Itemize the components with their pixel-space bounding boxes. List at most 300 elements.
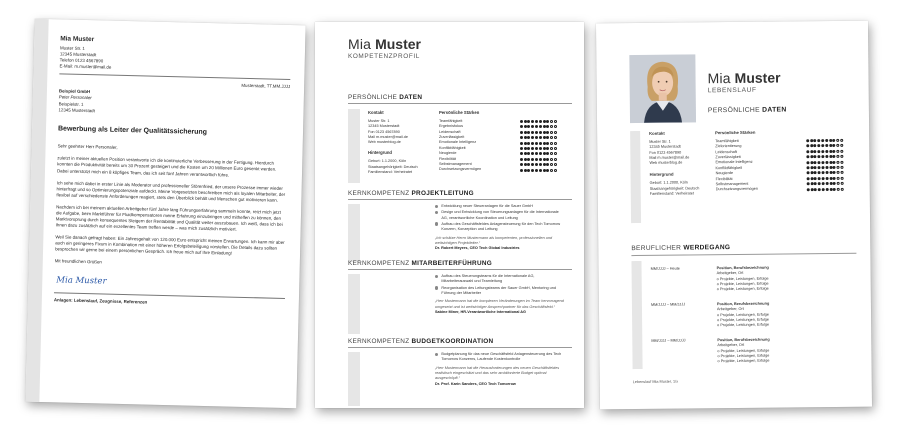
recipient-company: Beispiel GmbH bbox=[58, 88, 91, 95]
rating-dot bbox=[818, 161, 821, 164]
first-name: Mia bbox=[707, 70, 731, 87]
grey-side-bar bbox=[348, 352, 360, 406]
rating-dot bbox=[527, 152, 530, 155]
career-line: o Projekte, Leistungen, Erfolge bbox=[716, 286, 769, 292]
rating-dot bbox=[821, 150, 824, 153]
skill-label: Konfliktfähigkeit bbox=[715, 165, 743, 171]
rating-dot bbox=[822, 182, 825, 185]
contact-block bbox=[368, 110, 436, 175]
sender-phone: Telefon 0123 4567890 bbox=[59, 57, 104, 64]
cv-page bbox=[596, 21, 872, 410]
background-heading: Hintergrund bbox=[368, 150, 392, 156]
skill-label: Teamfähigkeit bbox=[439, 118, 463, 123]
rating-dot bbox=[814, 188, 817, 191]
cv-footer: Lebenslauf Mia Muster, 1/x bbox=[632, 379, 679, 385]
cover-letter-page bbox=[25, 19, 305, 409]
rating-dot bbox=[825, 161, 828, 164]
letter-date: Musterstadt, TT.MM.JJJJ bbox=[241, 83, 291, 90]
rating-dot bbox=[543, 136, 546, 139]
skill-rating bbox=[520, 152, 557, 155]
rating-dot bbox=[520, 125, 523, 128]
rating-dot bbox=[524, 125, 527, 128]
rating-dot bbox=[527, 147, 530, 150]
rating-dot bbox=[810, 161, 813, 164]
competence-heading bbox=[348, 338, 493, 345]
bullet-text: Aufbau des Geschäftsfeldes Anlagensteuerung für den Tech Tomorrow Konzern, Konzeption und Leitung bbox=[441, 221, 561, 232]
grey-side-bar bbox=[348, 204, 360, 262]
rating-dot bbox=[543, 131, 546, 134]
text-line: Staatsangehörigkeit: Deutsch bbox=[649, 185, 700, 191]
rating-dot bbox=[840, 139, 843, 142]
rating-dot bbox=[814, 161, 817, 164]
bullet-item bbox=[435, 286, 565, 297]
strengths-block bbox=[715, 129, 848, 193]
rating-dot bbox=[833, 177, 836, 180]
letter-content bbox=[54, 35, 291, 309]
recipient-block bbox=[58, 89, 290, 119]
rating-dot bbox=[841, 182, 844, 185]
rating-dot bbox=[550, 147, 553, 150]
rating-dot bbox=[539, 120, 542, 123]
skill-list bbox=[439, 119, 561, 173]
rating-dot bbox=[810, 177, 813, 180]
rating-dot bbox=[546, 142, 549, 145]
skill-label: Flexibilität bbox=[715, 176, 733, 181]
rating-dot bbox=[531, 158, 534, 161]
rating-dot bbox=[807, 188, 810, 191]
skill-label: Zuverlässigkeit bbox=[715, 155, 741, 160]
rating-dot bbox=[550, 136, 553, 139]
recipient-contact: Peter Personaler bbox=[58, 94, 92, 101]
contact-lines bbox=[368, 119, 436, 146]
rating-dot bbox=[546, 169, 549, 172]
text-line: Web musterblog.de bbox=[368, 140, 401, 145]
rating-dot bbox=[806, 155, 809, 158]
strengths-heading: Persönliche Stärken bbox=[715, 129, 756, 136]
competence-body bbox=[435, 204, 565, 252]
rating-dot bbox=[520, 169, 523, 172]
skill-rating bbox=[806, 166, 843, 169]
heading-bold: PROJEKTLEITUNG bbox=[411, 190, 474, 197]
rating-dot bbox=[535, 152, 538, 155]
bullet-dot bbox=[435, 205, 438, 208]
recipient-city: 12345 Musterstadt bbox=[58, 106, 95, 113]
skill-label: Selbstmanagement bbox=[715, 181, 749, 187]
competence-heading bbox=[348, 190, 474, 197]
bullet-text: Budgetplanung für das neue Geschäftsfeld Anlagensteuerung des Tech Tomorrow Konzerns, Laufende Kostenkontrolle bbox=[441, 352, 562, 362]
rating-dot bbox=[520, 152, 523, 155]
text-line: Staatsangehörigkeit: Deutsch bbox=[368, 164, 418, 169]
divider bbox=[348, 269, 572, 270]
competence-heading bbox=[348, 260, 492, 267]
rating-dot bbox=[554, 136, 557, 139]
skill-label: Teamfähigkeit bbox=[715, 138, 739, 144]
rating-dot bbox=[825, 171, 828, 174]
career-line: o Projekte, Leistungen, Erfolge bbox=[717, 312, 769, 317]
skill-label: Zielorientierung bbox=[715, 144, 742, 149]
sender-street: Muster Str. 1 bbox=[59, 45, 85, 51]
rating-dot bbox=[535, 136, 538, 139]
quote-source: Dr. Prof. Karin Sanders, CEO Tech Tomorrow bbox=[435, 381, 516, 386]
career-line: o Projekte, Leistungen, Erfolge bbox=[717, 358, 770, 364]
background-lines bbox=[368, 159, 436, 175]
rating-dot bbox=[554, 147, 557, 150]
letter-paragraph: Weil Sie danach gefragt haben: Ein Jahresgehalt von 120.000 Euro entspricht meinen Erwartungen. Ich kann mir aber auch ein geringeres Fixum in Kombination mit einer höheren Erfolgsbeteiligung vorstellen. Die Details dazu sollten besprochen wir gerne bei einem persönlichen Gespräch. Ich freue mich auf Ihre Einladung! bbox=[55, 234, 285, 256]
career-period: MM/JJJJ – Heute bbox=[650, 266, 680, 271]
rating-dot bbox=[520, 147, 523, 150]
divider bbox=[348, 199, 572, 200]
rating-dot bbox=[550, 163, 553, 166]
rating-dot bbox=[546, 136, 549, 139]
rating-dot bbox=[531, 120, 534, 123]
quote-source: Dr. Robert Meyers, CEO Tech Global Industries bbox=[435, 246, 520, 251]
career-line: o Projekte, Leistungen, Erfolge bbox=[716, 281, 769, 287]
profile-subtitle: KOMPETENZPROFIL bbox=[348, 53, 420, 60]
rating-dot bbox=[818, 166, 821, 169]
skill-label: Selbstmanagement bbox=[439, 162, 472, 167]
left-accent-bar bbox=[25, 19, 48, 402]
rating-dot bbox=[520, 158, 523, 161]
rating-dot bbox=[527, 163, 530, 166]
rating-dot bbox=[837, 187, 840, 190]
last-name: Muster bbox=[734, 69, 781, 86]
text-line: Fon 0123 4567890 bbox=[649, 150, 682, 155]
text-line: Mail m.muster@mail.de bbox=[649, 155, 690, 160]
rating-dot bbox=[527, 136, 530, 139]
rating-dot bbox=[841, 171, 844, 174]
skill-rating bbox=[806, 139, 843, 142]
rating-dot bbox=[825, 139, 828, 142]
contact-heading: Kontakt bbox=[368, 110, 384, 115]
grey-side-bar bbox=[348, 109, 360, 183]
rating-dot bbox=[806, 150, 809, 153]
rating-dot bbox=[806, 182, 809, 185]
rating-dot bbox=[833, 150, 836, 153]
rating-dot bbox=[837, 166, 840, 169]
text-line: 12345 Musterstadt bbox=[368, 124, 400, 129]
career-line: o Projekte, Leistungen, Erfolge bbox=[716, 276, 769, 281]
rating-dot bbox=[810, 150, 813, 153]
rating-dot bbox=[822, 177, 825, 180]
rating-dot bbox=[550, 152, 553, 155]
career-line: o Projekte, Leistungen, Erfolge bbox=[717, 348, 770, 353]
skill-label: Neugierde bbox=[439, 151, 457, 156]
rating-dot bbox=[550, 125, 553, 128]
rating-dot bbox=[840, 155, 843, 158]
rating-dot bbox=[535, 169, 538, 172]
letter-paragraph: Ich sehe mich dabei in erster Linie als Moderator und professioneller Störenfried, der unsere Prozesse immer wieder hinterfragt und so Optimierungspotenziale aufdeckt. Meine Vorgesetzten beschreiben mich als loyalen Mitarbeiter, der flexibel auf verschiedenste Anforderungen reagiert, stets den Überblick behält und Menschen gut motivieren kann. bbox=[56, 179, 286, 203]
rating-dot bbox=[814, 155, 817, 158]
skill-rating bbox=[520, 158, 557, 161]
skill-rating bbox=[520, 120, 557, 123]
rating-dot bbox=[524, 169, 527, 172]
quote-text: „Herr Mustermann hat die komplexen Veränderungen im Team hervorragend umgesetzt und ist weitsichtiger Ansprechpartner für das Geschäftsfeld.“ bbox=[435, 299, 564, 309]
rating-dot bbox=[814, 172, 817, 175]
rating-dot bbox=[836, 144, 839, 147]
skill-rating bbox=[520, 136, 557, 139]
rating-dot bbox=[546, 158, 549, 161]
rating-dot bbox=[806, 161, 809, 164]
rating-dot bbox=[829, 161, 832, 164]
rating-dot bbox=[810, 166, 813, 169]
rating-dot bbox=[837, 161, 840, 164]
rating-dot bbox=[554, 142, 557, 145]
signature: Mia Muster bbox=[56, 274, 107, 287]
rating-dot bbox=[841, 177, 844, 180]
rating-dot bbox=[837, 182, 840, 185]
rating-dot bbox=[531, 131, 534, 134]
rating-dot bbox=[531, 169, 534, 172]
rating-dot bbox=[818, 188, 821, 191]
rating-dot bbox=[539, 131, 542, 134]
rating-dot bbox=[520, 136, 523, 139]
rating-dot bbox=[825, 182, 828, 185]
rating-dot bbox=[527, 125, 530, 128]
text-line: Muster Str. 1 bbox=[368, 118, 390, 123]
career-line: Arbeitgeber, Ort bbox=[716, 271, 744, 276]
rating-dot bbox=[531, 136, 534, 139]
skill-rating bbox=[520, 142, 557, 145]
rating-dot bbox=[810, 155, 813, 158]
rating-dot bbox=[550, 142, 553, 145]
career-period: MM/JJJJ – MM/JJJJ bbox=[651, 338, 686, 343]
recipient-street: Beispielstr. 1 bbox=[58, 100, 84, 107]
career-period: MM/JJJJ – MM/JJJJ bbox=[650, 302, 686, 307]
rating-dot bbox=[535, 163, 538, 166]
rating-dot bbox=[806, 145, 809, 148]
rating-dot bbox=[829, 182, 832, 185]
rating-dot bbox=[539, 152, 542, 155]
personal-data-heading: PERSÖNLICHE DATEN bbox=[348, 94, 423, 101]
bullet-text: Design und Entwicklung von Steuerungsanlagen für die Internationale AG, verantwortliche Koordination und Leitung bbox=[441, 210, 559, 220]
skill-label: Emotionale Intelligenz bbox=[715, 160, 753, 165]
career-line: o Projekte, Leistungen, Erfolge bbox=[717, 322, 770, 328]
rating-dot bbox=[539, 147, 542, 150]
skill-label: Emotionale Intelligenz bbox=[439, 140, 477, 145]
heading-thin: KERNKOMPETENZ bbox=[348, 190, 410, 197]
skill-rating bbox=[806, 177, 843, 180]
rating-dot bbox=[833, 161, 836, 164]
rating-dot bbox=[806, 166, 809, 169]
rating-dot bbox=[539, 136, 542, 139]
heading-bold: MITARBEITERFÜHRUNG bbox=[411, 260, 493, 267]
rating-dot bbox=[821, 161, 824, 164]
rating-dot bbox=[810, 172, 813, 175]
skill-rating bbox=[806, 171, 843, 174]
cv-name bbox=[707, 70, 780, 87]
rating-dot bbox=[817, 145, 820, 148]
bullet-dot bbox=[435, 286, 438, 289]
profile-photo bbox=[629, 54, 696, 123]
career-title: Position, Berufsbezeichnung bbox=[716, 265, 769, 271]
skill-rating bbox=[520, 131, 557, 134]
career-heading: BERUFLICHER WERDEGANG bbox=[631, 244, 731, 253]
contact-block bbox=[649, 130, 712, 197]
divider bbox=[348, 347, 572, 348]
rating-dot bbox=[833, 182, 836, 185]
rating-dot bbox=[814, 145, 817, 148]
rating-dot bbox=[554, 120, 557, 123]
salutation: Sehr geehrter Herr Personaler, bbox=[57, 143, 118, 151]
career-line: Arbeitgeber, Ort bbox=[716, 307, 744, 312]
rating-dot bbox=[837, 171, 840, 174]
rating-dot bbox=[825, 144, 828, 147]
skill-label: Durchsetzungsvermögen bbox=[439, 167, 482, 172]
text-line: Familienstand: Verheiratet bbox=[649, 191, 694, 196]
rating-dot bbox=[539, 163, 542, 166]
divider bbox=[631, 253, 856, 256]
rating-dot bbox=[527, 142, 530, 145]
rating-dot bbox=[840, 160, 843, 163]
rating-dot bbox=[821, 139, 824, 142]
career-entry bbox=[717, 337, 847, 365]
competence-profile-page bbox=[315, 22, 584, 408]
career-title: Position, Berufsbezeichnung bbox=[717, 337, 770, 343]
rating-dot bbox=[554, 131, 557, 134]
skill-row bbox=[439, 167, 557, 172]
cv-subtitle: LEBENSLAUF bbox=[707, 86, 757, 95]
grey-side-bar bbox=[630, 131, 641, 223]
competence-body bbox=[435, 274, 565, 315]
skill-label: Leidenschaft bbox=[439, 129, 461, 134]
rating-dot bbox=[531, 147, 534, 150]
skill-label: Durchsetzungsvermögen bbox=[715, 187, 758, 192]
career-line: Arbeitgeber, Ort bbox=[717, 343, 745, 348]
rating-dot bbox=[546, 152, 549, 155]
rating-dot bbox=[520, 120, 523, 123]
rating-dot bbox=[837, 155, 840, 158]
rating-dot bbox=[829, 166, 832, 169]
career-entry bbox=[717, 265, 847, 293]
rating-dot bbox=[550, 158, 553, 161]
letter-subject: Bewerbung als Leiter der Qualitätssicherung bbox=[57, 125, 208, 136]
text-line: Muster Str. 1 bbox=[649, 139, 671, 144]
divider bbox=[348, 103, 572, 104]
strengths-block bbox=[439, 110, 561, 173]
rating-dot bbox=[543, 142, 546, 145]
text-line: Mail m.muster@mail.de bbox=[368, 134, 408, 139]
rating-dot bbox=[810, 182, 813, 185]
rating-dot bbox=[550, 169, 553, 172]
rating-dot bbox=[554, 163, 557, 166]
rating-dot bbox=[837, 150, 840, 153]
career-title: Position, Berufsbezeichnung bbox=[716, 301, 770, 307]
rating-dot bbox=[554, 158, 557, 161]
rating-dot bbox=[825, 177, 828, 180]
rating-dot bbox=[539, 125, 542, 128]
quote-text: „Ich schätze Herrn Mustermann als kompetenten, professionellen und weitsichtigen Projektleiter.“ bbox=[435, 235, 553, 245]
rating-dot bbox=[822, 166, 825, 169]
rating-dot bbox=[524, 163, 527, 166]
rating-dot bbox=[531, 142, 534, 145]
rating-dot bbox=[524, 120, 527, 123]
sender-email: E-Mail: m.muster@mail.de bbox=[59, 63, 112, 70]
rating-dot bbox=[520, 131, 523, 134]
text-line: Geburt: 1.1.2000, Köln bbox=[368, 159, 407, 164]
contact-lines bbox=[649, 139, 711, 166]
rating-dot bbox=[531, 163, 534, 166]
skill-rating bbox=[520, 125, 557, 128]
rating-dot bbox=[829, 177, 832, 180]
rating-dot bbox=[821, 155, 824, 158]
rating-dot bbox=[554, 125, 557, 128]
rating-dot bbox=[822, 171, 825, 174]
skill-rating bbox=[520, 169, 557, 172]
portrait-image bbox=[629, 54, 696, 123]
heading-thin: KERNKOMPETENZ bbox=[348, 260, 410, 267]
career-line: o Projekte, Leistungen, Erfolge bbox=[717, 317, 770, 323]
bullet-item bbox=[435, 222, 565, 233]
rating-dot bbox=[818, 182, 821, 185]
rating-dot bbox=[524, 158, 527, 161]
rating-dot bbox=[841, 187, 844, 190]
rating-dot bbox=[825, 150, 828, 153]
rating-dot bbox=[836, 139, 839, 142]
rating-dot bbox=[810, 145, 813, 148]
rating-dot bbox=[539, 142, 542, 145]
bullet-item bbox=[435, 274, 565, 285]
rating-dot bbox=[833, 171, 836, 174]
sender-name: Mia Muster bbox=[60, 35, 95, 44]
rating-dot bbox=[814, 139, 817, 142]
rating-dot bbox=[837, 177, 840, 180]
skill-rating bbox=[806, 155, 843, 158]
rating-dot bbox=[825, 166, 828, 169]
skill-rating bbox=[806, 150, 843, 153]
rating-dot bbox=[810, 139, 813, 142]
personal-data-heading: PERSÖNLICHE DATEN bbox=[707, 106, 787, 115]
rating-dot bbox=[817, 139, 820, 142]
skill-rating bbox=[520, 147, 557, 150]
first-name: Mia bbox=[348, 36, 372, 52]
bullet-dot bbox=[435, 275, 438, 278]
rating-dot bbox=[829, 155, 832, 158]
rating-dot bbox=[829, 144, 832, 147]
rating-dot bbox=[546, 120, 549, 123]
rating-dot bbox=[814, 150, 817, 153]
bullet-item bbox=[435, 352, 565, 363]
rating-dot bbox=[527, 158, 530, 161]
skill-rating bbox=[520, 163, 557, 166]
quote-source: Sabine Miner, HR-Verantwortliche International AG bbox=[435, 309, 527, 314]
rating-dot bbox=[806, 139, 809, 142]
rating-dot bbox=[821, 145, 824, 148]
quote-text: „Herr Mustermann hat die Herausforderungen des neuen Geschäftsfeldes realistisch eingeschätzt und das sehr ambitionierte Budget optimal ausgeschöpft.“ bbox=[435, 365, 560, 381]
bullet-item bbox=[435, 204, 565, 209]
bullet-item bbox=[435, 210, 565, 221]
rating-dot bbox=[818, 150, 821, 153]
text-line: Familienstand: Verheiratet bbox=[368, 169, 413, 174]
rating-dot bbox=[822, 188, 825, 191]
rating-dot bbox=[833, 155, 836, 158]
rating-dot bbox=[825, 155, 828, 158]
rating-dot bbox=[806, 172, 809, 175]
sender-city: 12345 Musterstadt bbox=[59, 51, 97, 58]
skill-label: Konfliktfähigkeit bbox=[439, 145, 466, 150]
rating-dot bbox=[531, 125, 534, 128]
rating-dot bbox=[535, 158, 538, 161]
rating-dot bbox=[543, 169, 546, 172]
skill-label: Flexibilität bbox=[439, 156, 456, 161]
skill-rating bbox=[806, 160, 843, 163]
skill-label: Zuverlässigkeit bbox=[439, 135, 465, 140]
last-name: Muster bbox=[375, 36, 421, 52]
rating-dot bbox=[535, 147, 538, 150]
rating-dot bbox=[527, 120, 530, 123]
rating-dot bbox=[840, 144, 843, 147]
text-line: Geburt: 1.1.2000, Köln bbox=[649, 180, 688, 186]
letter-paragraph: Nachdem ich bei meinem aktuellen Arbeitgeber fünf Jahre lang Führungserfahrung sammeln konnte, reizt mich jetzt die Aufgabe, beim Marktführer für Fluidkompensatoren meine Erfahrung einzubringen und mithelfen zu können, den Marktvorsprung durch konsequentes Steigern der Rentabilität und Qualität weiter auszubauen. Ich weiß, dass ich bei Ihnen dazu zusätzlich auf ein exzellentes Team treffen werde – was mich zusätzlich motiviert. bbox=[55, 204, 283, 232]
